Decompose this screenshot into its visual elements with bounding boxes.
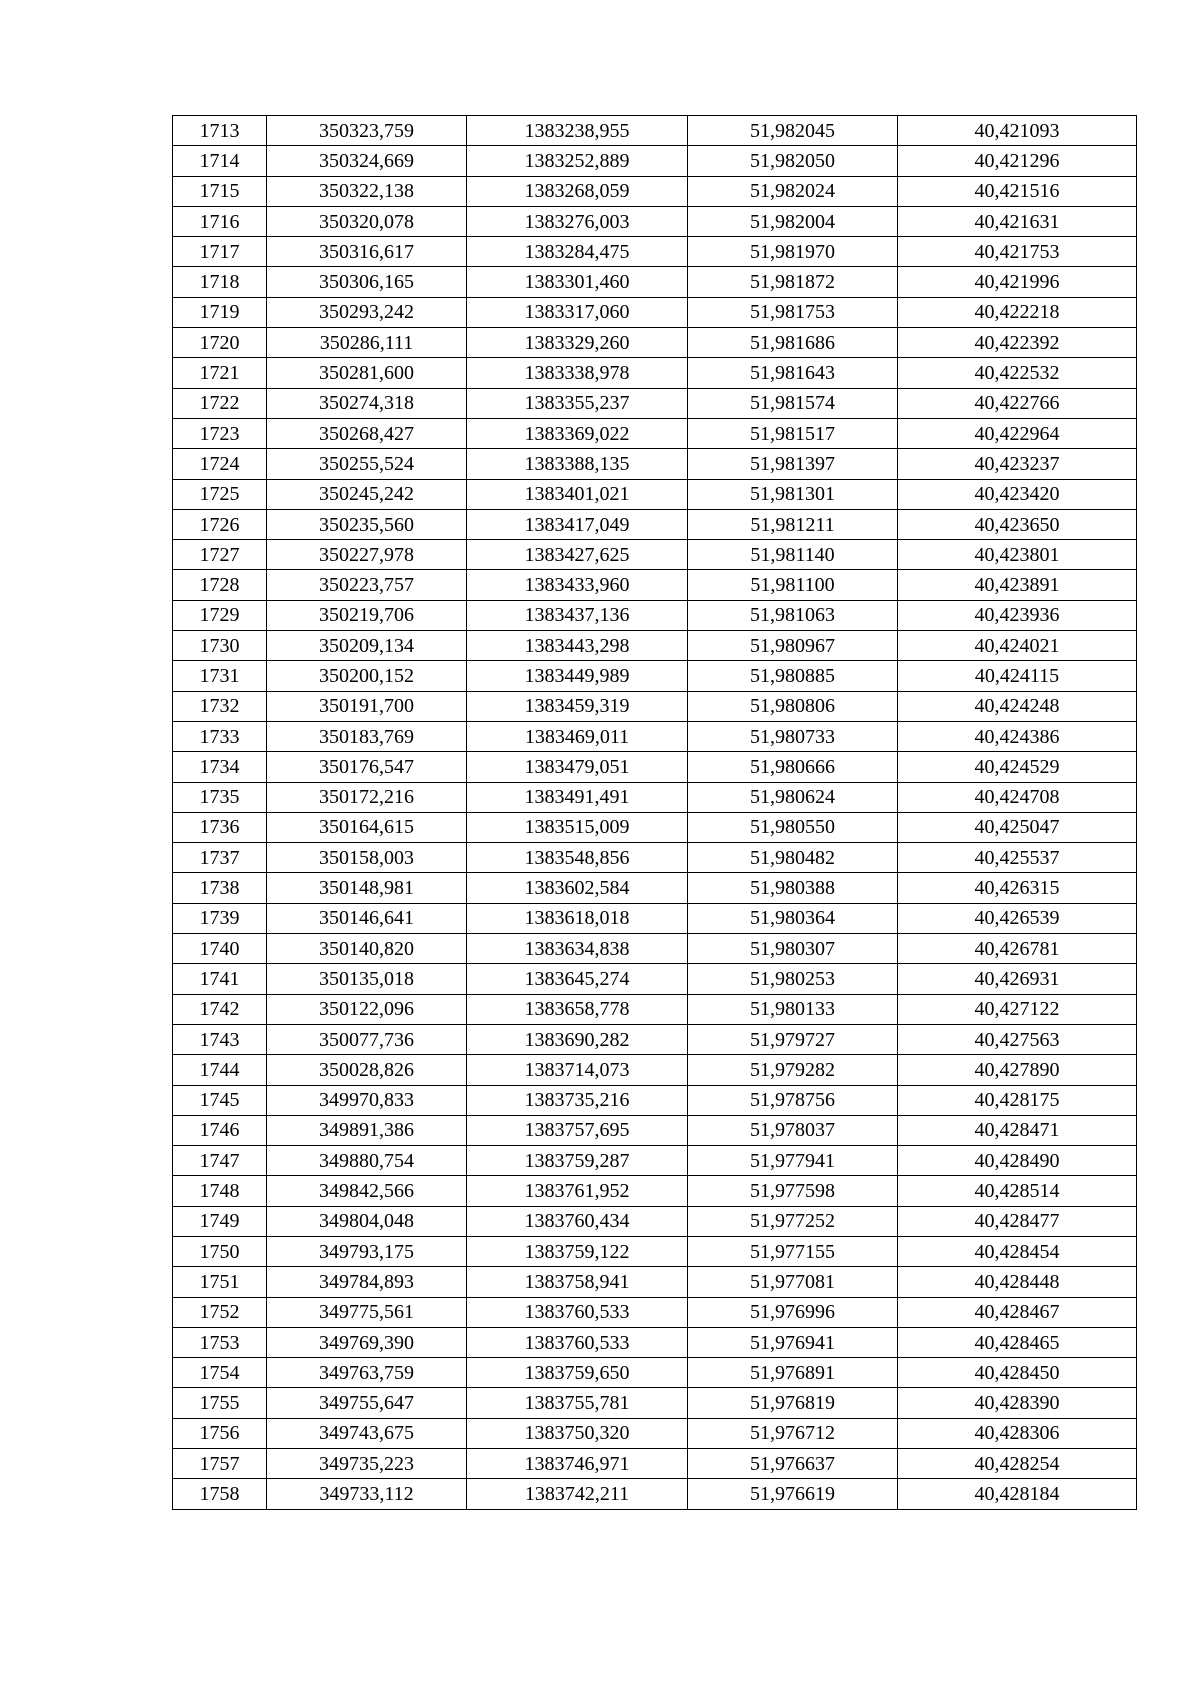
latitude-cell: 51,977081 bbox=[688, 1267, 898, 1297]
y-coordinate-cell: 1383755,781 bbox=[467, 1388, 688, 1418]
longitude-cell: 40,428184 bbox=[898, 1479, 1137, 1509]
point-number-cell: 1758 bbox=[173, 1479, 267, 1509]
x-coordinate-cell: 350135,018 bbox=[267, 964, 467, 994]
point-number-cell: 1738 bbox=[173, 873, 267, 903]
table-row bbox=[173, 994, 1137, 1024]
table-row bbox=[173, 206, 1137, 236]
x-coordinate-cell: 350164,615 bbox=[267, 812, 467, 842]
table-row bbox=[173, 903, 1137, 933]
point-number-cell: 1730 bbox=[173, 631, 267, 661]
table-row bbox=[173, 358, 1137, 388]
latitude-cell: 51,977252 bbox=[688, 1206, 898, 1236]
y-coordinate-cell: 1383491,491 bbox=[467, 782, 688, 812]
table-row bbox=[173, 1115, 1137, 1145]
latitude-cell: 51,981397 bbox=[688, 449, 898, 479]
y-coordinate-cell: 1383690,282 bbox=[467, 1024, 688, 1054]
longitude-cell: 40,426539 bbox=[898, 903, 1137, 933]
point-number-cell: 1719 bbox=[173, 297, 267, 327]
x-coordinate-cell: 349743,675 bbox=[267, 1418, 467, 1448]
longitude-cell: 40,423801 bbox=[898, 540, 1137, 570]
y-coordinate-cell: 1383443,298 bbox=[467, 631, 688, 661]
x-coordinate-cell: 349842,566 bbox=[267, 1176, 467, 1206]
table-row bbox=[173, 267, 1137, 297]
latitude-cell: 51,980885 bbox=[688, 661, 898, 691]
point-number-cell: 1737 bbox=[173, 843, 267, 873]
latitude-cell: 51,981063 bbox=[688, 600, 898, 630]
table-row bbox=[173, 964, 1137, 994]
x-coordinate-cell: 350140,820 bbox=[267, 934, 467, 964]
coordinates-table bbox=[172, 115, 1137, 1510]
x-coordinate-cell: 349804,048 bbox=[267, 1206, 467, 1236]
point-number-cell: 1723 bbox=[173, 418, 267, 448]
x-coordinate-cell: 350316,617 bbox=[267, 237, 467, 267]
point-number-cell: 1721 bbox=[173, 358, 267, 388]
y-coordinate-cell: 1383602,584 bbox=[467, 873, 688, 903]
x-coordinate-cell: 350146,641 bbox=[267, 903, 467, 933]
latitude-cell: 51,980364 bbox=[688, 903, 898, 933]
latitude-cell: 51,981970 bbox=[688, 237, 898, 267]
x-coordinate-cell: 349735,223 bbox=[267, 1449, 467, 1479]
table-row bbox=[173, 1388, 1137, 1418]
longitude-cell: 40,422964 bbox=[898, 418, 1137, 448]
point-number-cell: 1750 bbox=[173, 1236, 267, 1266]
latitude-cell: 51,982024 bbox=[688, 176, 898, 206]
longitude-cell: 40,427122 bbox=[898, 994, 1137, 1024]
point-number-cell: 1732 bbox=[173, 691, 267, 721]
y-coordinate-cell: 1383329,260 bbox=[467, 328, 688, 358]
point-number-cell: 1718 bbox=[173, 267, 267, 297]
y-coordinate-cell: 1383760,434 bbox=[467, 1206, 688, 1236]
point-number-cell: 1755 bbox=[173, 1388, 267, 1418]
longitude-cell: 40,424021 bbox=[898, 631, 1137, 661]
y-coordinate-cell: 1383479,051 bbox=[467, 752, 688, 782]
y-coordinate-cell: 1383750,320 bbox=[467, 1418, 688, 1448]
table-row bbox=[173, 812, 1137, 842]
table-row bbox=[173, 1297, 1137, 1327]
table-row bbox=[173, 631, 1137, 661]
y-coordinate-cell: 1383618,018 bbox=[467, 903, 688, 933]
x-coordinate-cell: 350245,242 bbox=[267, 479, 467, 509]
table-row bbox=[173, 540, 1137, 570]
table-row bbox=[173, 1206, 1137, 1236]
y-coordinate-cell: 1383449,989 bbox=[467, 661, 688, 691]
latitude-cell: 51,980307 bbox=[688, 934, 898, 964]
point-number-cell: 1753 bbox=[173, 1327, 267, 1357]
point-number-cell: 1729 bbox=[173, 600, 267, 630]
point-number-cell: 1715 bbox=[173, 176, 267, 206]
table-row bbox=[173, 1236, 1137, 1266]
longitude-cell: 40,428254 bbox=[898, 1449, 1137, 1479]
y-coordinate-cell: 1383355,237 bbox=[467, 388, 688, 418]
point-number-cell: 1734 bbox=[173, 752, 267, 782]
longitude-cell: 40,424708 bbox=[898, 782, 1137, 812]
y-coordinate-cell: 1383735,216 bbox=[467, 1085, 688, 1115]
longitude-cell: 40,428450 bbox=[898, 1358, 1137, 1388]
y-coordinate-cell: 1383634,838 bbox=[467, 934, 688, 964]
latitude-cell: 51,980666 bbox=[688, 752, 898, 782]
y-coordinate-cell: 1383758,941 bbox=[467, 1267, 688, 1297]
table-row bbox=[173, 1176, 1137, 1206]
table-row bbox=[173, 1055, 1137, 1085]
point-number-cell: 1724 bbox=[173, 449, 267, 479]
longitude-cell: 40,424386 bbox=[898, 721, 1137, 751]
table-row bbox=[173, 146, 1137, 176]
longitude-cell: 40,427563 bbox=[898, 1024, 1137, 1054]
x-coordinate-cell: 350293,242 bbox=[267, 297, 467, 327]
x-coordinate-cell: 349763,759 bbox=[267, 1358, 467, 1388]
y-coordinate-cell: 1383268,059 bbox=[467, 176, 688, 206]
x-coordinate-cell: 350324,669 bbox=[267, 146, 467, 176]
y-coordinate-cell: 1383317,060 bbox=[467, 297, 688, 327]
point-number-cell: 1742 bbox=[173, 994, 267, 1024]
x-coordinate-cell: 350219,706 bbox=[267, 600, 467, 630]
table-row bbox=[173, 1267, 1137, 1297]
point-number-cell: 1756 bbox=[173, 1418, 267, 1448]
table-row bbox=[173, 1418, 1137, 1448]
y-coordinate-cell: 1383515,009 bbox=[467, 812, 688, 842]
x-coordinate-cell: 349775,561 bbox=[267, 1297, 467, 1327]
latitude-cell: 51,980550 bbox=[688, 812, 898, 842]
point-number-cell: 1727 bbox=[173, 540, 267, 570]
latitude-cell: 51,976819 bbox=[688, 1388, 898, 1418]
latitude-cell: 51,976891 bbox=[688, 1358, 898, 1388]
y-coordinate-cell: 1383284,475 bbox=[467, 237, 688, 267]
longitude-cell: 40,428514 bbox=[898, 1176, 1137, 1206]
point-number-cell: 1741 bbox=[173, 964, 267, 994]
longitude-cell: 40,428467 bbox=[898, 1297, 1137, 1327]
longitude-cell: 40,427890 bbox=[898, 1055, 1137, 1085]
latitude-cell: 51,982045 bbox=[688, 116, 898, 146]
latitude-cell: 51,980388 bbox=[688, 873, 898, 903]
longitude-cell: 40,421631 bbox=[898, 206, 1137, 236]
point-number-cell: 1744 bbox=[173, 1055, 267, 1085]
table-row bbox=[173, 661, 1137, 691]
x-coordinate-cell: 350172,216 bbox=[267, 782, 467, 812]
table-row bbox=[173, 297, 1137, 327]
point-number-cell: 1747 bbox=[173, 1146, 267, 1176]
x-coordinate-cell: 349970,833 bbox=[267, 1085, 467, 1115]
x-coordinate-cell: 349880,754 bbox=[267, 1146, 467, 1176]
table-row bbox=[173, 691, 1137, 721]
point-number-cell: 1749 bbox=[173, 1206, 267, 1236]
y-coordinate-cell: 1383658,778 bbox=[467, 994, 688, 1024]
longitude-cell: 40,428471 bbox=[898, 1115, 1137, 1145]
longitude-cell: 40,422532 bbox=[898, 358, 1137, 388]
table-row bbox=[173, 600, 1137, 630]
table-row bbox=[173, 328, 1137, 358]
y-coordinate-cell: 1383427,625 bbox=[467, 540, 688, 570]
x-coordinate-cell: 349891,386 bbox=[267, 1115, 467, 1145]
longitude-cell: 40,425537 bbox=[898, 843, 1137, 873]
x-coordinate-cell: 350255,524 bbox=[267, 449, 467, 479]
point-number-cell: 1751 bbox=[173, 1267, 267, 1297]
longitude-cell: 40,422218 bbox=[898, 297, 1137, 327]
point-number-cell: 1743 bbox=[173, 1024, 267, 1054]
longitude-cell: 40,428454 bbox=[898, 1236, 1137, 1266]
latitude-cell: 51,981517 bbox=[688, 418, 898, 448]
longitude-cell: 40,426781 bbox=[898, 934, 1137, 964]
longitude-cell: 40,428465 bbox=[898, 1327, 1137, 1357]
table-row bbox=[173, 934, 1137, 964]
longitude-cell: 40,428477 bbox=[898, 1206, 1137, 1236]
table-row bbox=[173, 1146, 1137, 1176]
point-number-cell: 1726 bbox=[173, 509, 267, 539]
y-coordinate-cell: 1383252,889 bbox=[467, 146, 688, 176]
longitude-cell: 40,421093 bbox=[898, 116, 1137, 146]
y-coordinate-cell: 1383759,650 bbox=[467, 1358, 688, 1388]
table-row bbox=[173, 1449, 1137, 1479]
y-coordinate-cell: 1383238,955 bbox=[467, 116, 688, 146]
y-coordinate-cell: 1383388,135 bbox=[467, 449, 688, 479]
longitude-cell: 40,422392 bbox=[898, 328, 1137, 358]
x-coordinate-cell: 350323,759 bbox=[267, 116, 467, 146]
longitude-cell: 40,428448 bbox=[898, 1267, 1137, 1297]
x-coordinate-cell: 350028,826 bbox=[267, 1055, 467, 1085]
table-row bbox=[173, 418, 1137, 448]
point-number-cell: 1720 bbox=[173, 328, 267, 358]
x-coordinate-cell: 350200,152 bbox=[267, 661, 467, 691]
latitude-cell: 51,976712 bbox=[688, 1418, 898, 1448]
longitude-cell: 40,423650 bbox=[898, 509, 1137, 539]
latitude-cell: 51,981100 bbox=[688, 570, 898, 600]
latitude-cell: 51,980133 bbox=[688, 994, 898, 1024]
x-coordinate-cell: 350274,318 bbox=[267, 388, 467, 418]
latitude-cell: 51,977155 bbox=[688, 1236, 898, 1266]
point-number-cell: 1713 bbox=[173, 116, 267, 146]
point-number-cell: 1731 bbox=[173, 661, 267, 691]
longitude-cell: 40,424115 bbox=[898, 661, 1137, 691]
latitude-cell: 51,976637 bbox=[688, 1449, 898, 1479]
x-coordinate-cell: 349769,390 bbox=[267, 1327, 467, 1357]
table-row bbox=[173, 873, 1137, 903]
point-number-cell: 1752 bbox=[173, 1297, 267, 1327]
x-coordinate-cell: 350209,134 bbox=[267, 631, 467, 661]
y-coordinate-cell: 1383760,533 bbox=[467, 1327, 688, 1357]
longitude-cell: 40,421996 bbox=[898, 267, 1137, 297]
latitude-cell: 51,981301 bbox=[688, 479, 898, 509]
point-number-cell: 1717 bbox=[173, 237, 267, 267]
y-coordinate-cell: 1383645,274 bbox=[467, 964, 688, 994]
x-coordinate-cell: 350183,769 bbox=[267, 721, 467, 751]
point-number-cell: 1735 bbox=[173, 782, 267, 812]
table-row bbox=[173, 176, 1137, 206]
x-coordinate-cell: 350227,978 bbox=[267, 540, 467, 570]
y-coordinate-cell: 1383548,856 bbox=[467, 843, 688, 873]
table-row bbox=[173, 752, 1137, 782]
y-coordinate-cell: 1383433,960 bbox=[467, 570, 688, 600]
table-row bbox=[173, 1024, 1137, 1054]
y-coordinate-cell: 1383401,021 bbox=[467, 479, 688, 509]
longitude-cell: 40,421296 bbox=[898, 146, 1137, 176]
longitude-cell: 40,425047 bbox=[898, 812, 1137, 842]
latitude-cell: 51,981753 bbox=[688, 297, 898, 327]
point-number-cell: 1722 bbox=[173, 388, 267, 418]
latitude-cell: 51,978037 bbox=[688, 1115, 898, 1145]
point-number-cell: 1757 bbox=[173, 1449, 267, 1479]
latitude-cell: 51,980733 bbox=[688, 721, 898, 751]
latitude-cell: 51,979727 bbox=[688, 1024, 898, 1054]
longitude-cell: 40,423420 bbox=[898, 479, 1137, 509]
point-number-cell: 1739 bbox=[173, 903, 267, 933]
table-row bbox=[173, 479, 1137, 509]
longitude-cell: 40,428390 bbox=[898, 1388, 1137, 1418]
table-row bbox=[173, 1479, 1137, 1509]
x-coordinate-cell: 350322,138 bbox=[267, 176, 467, 206]
table-row bbox=[173, 509, 1137, 539]
longitude-cell: 40,423237 bbox=[898, 449, 1137, 479]
x-coordinate-cell: 350176,547 bbox=[267, 752, 467, 782]
latitude-cell: 51,982004 bbox=[688, 206, 898, 236]
latitude-cell: 51,980624 bbox=[688, 782, 898, 812]
latitude-cell: 51,977598 bbox=[688, 1176, 898, 1206]
x-coordinate-cell: 350306,165 bbox=[267, 267, 467, 297]
latitude-cell: 51,976996 bbox=[688, 1297, 898, 1327]
point-number-cell: 1733 bbox=[173, 721, 267, 751]
point-number-cell: 1716 bbox=[173, 206, 267, 236]
y-coordinate-cell: 1383714,073 bbox=[467, 1055, 688, 1085]
latitude-cell: 51,977941 bbox=[688, 1146, 898, 1176]
x-coordinate-cell: 350281,600 bbox=[267, 358, 467, 388]
table-row bbox=[173, 388, 1137, 418]
longitude-cell: 40,428490 bbox=[898, 1146, 1137, 1176]
y-coordinate-cell: 1383469,011 bbox=[467, 721, 688, 751]
table-row bbox=[173, 116, 1137, 146]
x-coordinate-cell: 350268,427 bbox=[267, 418, 467, 448]
latitude-cell: 51,981140 bbox=[688, 540, 898, 570]
latitude-cell: 51,980806 bbox=[688, 691, 898, 721]
table-row bbox=[173, 1327, 1137, 1357]
latitude-cell: 51,981872 bbox=[688, 267, 898, 297]
latitude-cell: 51,980967 bbox=[688, 631, 898, 661]
y-coordinate-cell: 1383459,319 bbox=[467, 691, 688, 721]
point-number-cell: 1746 bbox=[173, 1115, 267, 1145]
longitude-cell: 40,421753 bbox=[898, 237, 1137, 267]
x-coordinate-cell: 350235,560 bbox=[267, 509, 467, 539]
x-coordinate-cell: 350122,096 bbox=[267, 994, 467, 1024]
y-coordinate-cell: 1383276,003 bbox=[467, 206, 688, 236]
x-coordinate-cell: 349733,112 bbox=[267, 1479, 467, 1509]
x-coordinate-cell: 349793,175 bbox=[267, 1236, 467, 1266]
x-coordinate-cell: 350223,757 bbox=[267, 570, 467, 600]
longitude-cell: 40,428306 bbox=[898, 1418, 1137, 1448]
x-coordinate-cell: 350148,981 bbox=[267, 873, 467, 903]
table-row bbox=[173, 1358, 1137, 1388]
x-coordinate-cell: 350077,736 bbox=[267, 1024, 467, 1054]
table-row bbox=[173, 570, 1137, 600]
latitude-cell: 51,981643 bbox=[688, 358, 898, 388]
longitude-cell: 40,422766 bbox=[898, 388, 1137, 418]
point-number-cell: 1740 bbox=[173, 934, 267, 964]
y-coordinate-cell: 1383437,136 bbox=[467, 600, 688, 630]
longitude-cell: 40,424248 bbox=[898, 691, 1137, 721]
x-coordinate-cell: 349755,647 bbox=[267, 1388, 467, 1418]
point-number-cell: 1725 bbox=[173, 479, 267, 509]
table-row bbox=[173, 721, 1137, 751]
y-coordinate-cell: 1383742,211 bbox=[467, 1479, 688, 1509]
table-body bbox=[173, 116, 1137, 1510]
y-coordinate-cell: 1383301,460 bbox=[467, 267, 688, 297]
point-number-cell: 1714 bbox=[173, 146, 267, 176]
y-coordinate-cell: 1383760,533 bbox=[467, 1297, 688, 1327]
y-coordinate-cell: 1383757,695 bbox=[467, 1115, 688, 1145]
point-number-cell: 1754 bbox=[173, 1358, 267, 1388]
y-coordinate-cell: 1383417,049 bbox=[467, 509, 688, 539]
latitude-cell: 51,979282 bbox=[688, 1055, 898, 1085]
x-coordinate-cell: 350320,078 bbox=[267, 206, 467, 236]
y-coordinate-cell: 1383761,952 bbox=[467, 1176, 688, 1206]
x-coordinate-cell: 349784,893 bbox=[267, 1267, 467, 1297]
latitude-cell: 51,980482 bbox=[688, 843, 898, 873]
latitude-cell: 51,976619 bbox=[688, 1479, 898, 1509]
longitude-cell: 40,423891 bbox=[898, 570, 1137, 600]
longitude-cell: 40,424529 bbox=[898, 752, 1137, 782]
longitude-cell: 40,426931 bbox=[898, 964, 1137, 994]
y-coordinate-cell: 1383746,971 bbox=[467, 1449, 688, 1479]
y-coordinate-cell: 1383759,287 bbox=[467, 1146, 688, 1176]
latitude-cell: 51,976941 bbox=[688, 1327, 898, 1357]
latitude-cell: 51,978756 bbox=[688, 1085, 898, 1115]
latitude-cell: 51,982050 bbox=[688, 146, 898, 176]
point-number-cell: 1745 bbox=[173, 1085, 267, 1115]
y-coordinate-cell: 1383369,022 bbox=[467, 418, 688, 448]
longitude-cell: 40,421516 bbox=[898, 176, 1137, 206]
table-row bbox=[173, 449, 1137, 479]
x-coordinate-cell: 350191,700 bbox=[267, 691, 467, 721]
table-row bbox=[173, 237, 1137, 267]
table-row bbox=[173, 843, 1137, 873]
latitude-cell: 51,981686 bbox=[688, 328, 898, 358]
table-row bbox=[173, 1085, 1137, 1115]
latitude-cell: 51,981574 bbox=[688, 388, 898, 418]
latitude-cell: 51,981211 bbox=[688, 509, 898, 539]
longitude-cell: 40,423936 bbox=[898, 600, 1137, 630]
longitude-cell: 40,426315 bbox=[898, 873, 1137, 903]
longitude-cell: 40,428175 bbox=[898, 1085, 1137, 1115]
x-coordinate-cell: 350286,111 bbox=[267, 328, 467, 358]
latitude-cell: 51,980253 bbox=[688, 964, 898, 994]
point-number-cell: 1748 bbox=[173, 1176, 267, 1206]
y-coordinate-cell: 1383338,978 bbox=[467, 358, 688, 388]
point-number-cell: 1728 bbox=[173, 570, 267, 600]
x-coordinate-cell: 350158,003 bbox=[267, 843, 467, 873]
point-number-cell: 1736 bbox=[173, 812, 267, 842]
y-coordinate-cell: 1383759,122 bbox=[467, 1236, 688, 1266]
table-row bbox=[173, 782, 1137, 812]
